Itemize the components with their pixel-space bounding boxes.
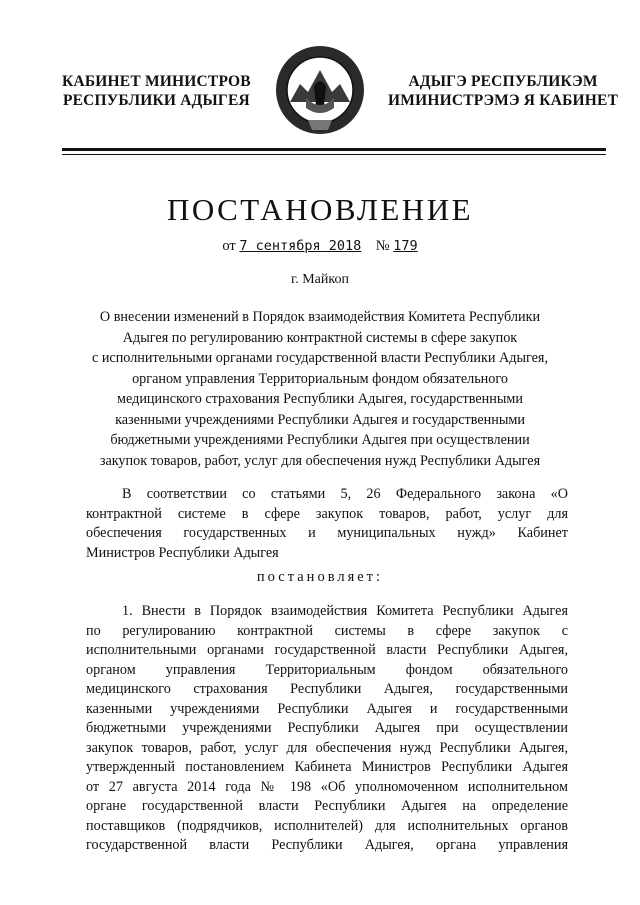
- header-left: [62, 72, 251, 110]
- preamble: [86, 485, 568, 563]
- item1-line: поставщиков (подрядчиков, исполнителей) для исполнительных органов: [86, 817, 568, 834]
- emblem-seal: [270, 40, 370, 140]
- header-left-line1: КАБИНЕТ МИНИСТРОВ: [62, 73, 251, 90]
- date-value: 7 сентября 2018: [239, 238, 362, 254]
- item1-line: закупок товаров, работ, услуг для обеспечения нужд Республики Адыгея,: [86, 739, 568, 756]
- item-1: [86, 602, 568, 856]
- header-right: [388, 72, 618, 110]
- item1-line: органе государственной власти Республики Адыгея на определение: [86, 798, 568, 814]
- preamble-line: Министров Республики Адыгея: [86, 544, 279, 561]
- preamble-line: обеспечения государственных и муниципальных нужд» Кабинет: [86, 525, 568, 541]
- item1-line: 1. Внести в Порядок взаимодействия Комитета Республики Адыгея: [122, 603, 568, 619]
- header-rule-thick: [62, 148, 606, 151]
- item1-line: от 27 августа 2014 года № 198 «Об уполномоченном исполнительном: [86, 778, 568, 795]
- item1-line: казенными учреждениями Республики Адыгея и государственными: [86, 700, 568, 717]
- decree-word: постановляет:: [256, 569, 384, 585]
- header-right-line1: АДЫГЭ РЕСПУБЛИКЭМ: [408, 73, 598, 90]
- date-prefix: от: [222, 238, 236, 254]
- subject-line: Адыгея по регулированию контрактной системы в сфере закупок: [122, 329, 518, 346]
- item1-line: бюджетными учреждениями Республики Адыгея при осуществлении: [86, 720, 568, 736]
- document-number: 179: [393, 238, 418, 254]
- item1-line: исполнительными органами государственной власти Республики Адыгея,: [86, 642, 568, 658]
- header-right-line2: ИМИНИСТРЭМЭ Я КАБИНЕТ: [388, 92, 619, 109]
- subject-line: закупок товаров, работ, услуг для обеспечения нужд Республики Адыгея: [99, 452, 541, 469]
- item1-line: утвержденный постановлением Кабинета Министров Республики Адыгея: [86, 759, 568, 775]
- subject-line: органом управления Территориальным фондом обязательного: [132, 370, 508, 387]
- preamble-line: контрактной системе в сфере закупок товаров, работ, услуг для: [86, 505, 568, 522]
- preamble-line: В соответствии со статьями 5, 26 Федерального закона «О: [122, 486, 568, 502]
- document-title: ПОСТАНОВЛЕНИЕ: [166, 192, 474, 227]
- city: г. Майкоп: [291, 272, 349, 287]
- item1-line: государственной власти Республики Адыгея, органа управления: [86, 837, 568, 853]
- date-line: [0, 238, 640, 255]
- subject-line: О внесении изменений в Порядок взаимодействия Комитета Республики: [99, 309, 541, 325]
- header-left-line2: РЕСПУБЛИКИ АДЫГЕЯ: [62, 92, 250, 109]
- subject-line: бюджетными учреждениями Республики Адыгея при осуществлении: [110, 432, 530, 448]
- item1-line: органом управления Территориальным фондом обязательного: [86, 661, 568, 678]
- header-rule-thin: [62, 154, 606, 155]
- subject-line: казенными учреждениями Республики Адыгея и государственными: [115, 411, 525, 428]
- item1-line: медицинского страхования Республики Адыгея, государственными: [86, 681, 568, 697]
- subject-line: с исполнительными органами государственной власти Республики Адыгея,: [91, 350, 548, 366]
- item1-line: по регулированию контрактной системы в сфере закупок с: [86, 622, 568, 639]
- subject-line: медицинского страхования Республики Адыгея, государственными: [117, 391, 523, 407]
- number-label: №: [375, 238, 390, 254]
- subject-block: [70, 307, 570, 471]
